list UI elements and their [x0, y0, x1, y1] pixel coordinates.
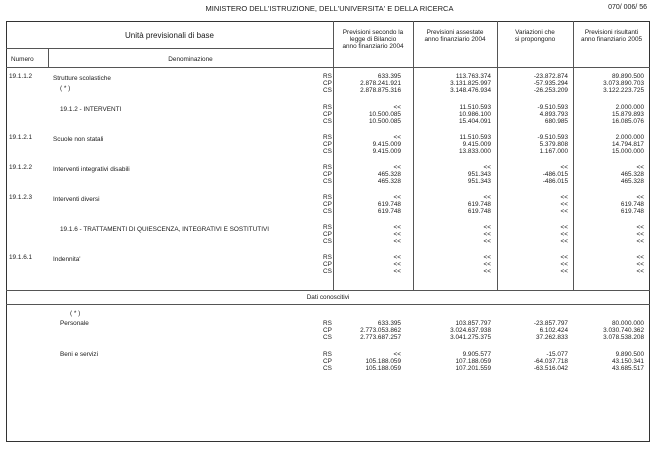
- value-cell: <<: [393, 194, 401, 201]
- value-cell: 5.379.808: [539, 141, 568, 148]
- row-type-label: CS: [323, 365, 332, 372]
- dati-conoscitivi-title: Dati conoscitivi: [306, 294, 350, 301]
- value-cell: 2.773.687.257: [360, 334, 401, 341]
- row-type-label: CS: [323, 178, 332, 185]
- row-type-label: CS: [323, 148, 332, 155]
- row-type-label: RS: [323, 73, 332, 80]
- value-cell: 89.890.500: [612, 73, 644, 80]
- value-cell: <<: [636, 164, 644, 171]
- value-cell: 3.122.223.725: [603, 87, 644, 94]
- value-cell: 15.000.000: [612, 148, 644, 155]
- value-cell: <<: [636, 254, 644, 261]
- value-cell: 4.893.793: [539, 111, 568, 118]
- row-label: 19.1.2 - INTERVENTI: [60, 106, 122, 113]
- value-cell: -26.253.209: [533, 87, 568, 94]
- row-code: 19.1.2.1: [9, 134, 33, 141]
- value-cell: 107.188.059: [455, 358, 491, 365]
- value-cell: 2.000.000: [615, 104, 644, 111]
- value-cell: -15.077: [546, 351, 568, 358]
- dati-label: Personale: [60, 320, 89, 327]
- value-cell: 9.890.500: [615, 351, 644, 358]
- row-type-label: RS: [323, 351, 332, 358]
- value-cell: 3.078.538.208: [603, 334, 644, 341]
- value-cell: 619.748: [467, 201, 491, 208]
- value-cell: -63.516.042: [533, 365, 568, 372]
- row-type-label: CP: [323, 171, 332, 178]
- value-cell: -23.872.874: [533, 73, 568, 80]
- value-cell: <<: [393, 351, 401, 358]
- value-cell: 3.073.890.703: [603, 80, 644, 87]
- value-cell: <<: [393, 134, 401, 141]
- value-cell: <<: [483, 268, 491, 275]
- dati-note: ( * ): [70, 310, 81, 317]
- value-cell: 3.148.476.934: [450, 87, 491, 94]
- table-divider: [6, 67, 650, 68]
- value-cell: <<: [636, 238, 644, 245]
- row-type-label: RS: [323, 224, 332, 231]
- value-cell: <<: [560, 194, 568, 201]
- value-cell: 10.500.085: [369, 118, 401, 125]
- value-cell: 10.500.085: [369, 111, 401, 118]
- numero-header: Numero: [11, 56, 34, 63]
- row-label: Indennita': [53, 256, 81, 263]
- row-type-label: RS: [323, 104, 332, 111]
- value-cell: 105.188.059: [365, 365, 401, 372]
- value-cell: 103.857.797: [455, 320, 491, 327]
- value-cell: <<: [393, 224, 401, 231]
- value-cell: 37.262.833: [536, 334, 568, 341]
- row-type-label: CS: [323, 334, 332, 341]
- value-cell: <<: [560, 238, 568, 245]
- value-cell: <<: [483, 194, 491, 201]
- table-divider: [413, 21, 414, 290]
- value-cell: 9.415.009: [372, 141, 401, 148]
- value-cell: 465.328: [377, 171, 401, 178]
- value-cell: 619.748: [620, 208, 644, 215]
- value-cell: 465.328: [620, 178, 644, 185]
- value-cell: 633.395: [377, 320, 401, 327]
- value-cell: 619.748: [377, 208, 401, 215]
- row-label: Scuole non statali: [53, 136, 104, 143]
- value-cell: 3.030.740.362: [603, 327, 644, 334]
- value-cell: <<: [393, 261, 401, 268]
- row-type-label: RS: [323, 134, 332, 141]
- value-cell: <<: [636, 194, 644, 201]
- value-cell: <<: [560, 231, 568, 238]
- value-cell: -23.857.797: [533, 320, 568, 327]
- value-cell: -9.510.593: [537, 104, 568, 111]
- value-cell: <<: [636, 231, 644, 238]
- value-cell: <<: [393, 104, 401, 111]
- value-cell: 11.510.593: [459, 134, 491, 141]
- row-code: 19.1.2.2: [9, 164, 33, 171]
- value-cell: 619.748: [620, 201, 644, 208]
- value-cell: <<: [560, 208, 568, 215]
- value-cell: 1.167.000: [539, 148, 568, 155]
- value-cell: 15.879.893: [612, 111, 644, 118]
- row-type-label: CP: [323, 141, 332, 148]
- value-cell: 43.685.517: [612, 365, 644, 372]
- value-cell: 2.878.875.316: [360, 87, 401, 94]
- value-cell: <<: [483, 231, 491, 238]
- value-cell: <<: [636, 224, 644, 231]
- row-type-label: CP: [323, 80, 332, 87]
- row-type-label: CP: [323, 261, 332, 268]
- value-cell: 16.085.076: [612, 118, 644, 125]
- value-cell: 3.131.825.997: [450, 80, 491, 87]
- value-cell: <<: [393, 231, 401, 238]
- value-cell: 3.024.637.938: [450, 327, 491, 334]
- value-cell: 9.905.577: [462, 351, 491, 358]
- row-type-label: RS: [323, 194, 332, 201]
- denominazione-header: Denominazione: [168, 56, 213, 63]
- value-cell: 9.415.009: [372, 148, 401, 155]
- value-cell: <<: [483, 261, 491, 268]
- table-divider: [6, 48, 333, 49]
- value-cell: 2.878.241.921: [360, 80, 401, 87]
- value-cell: <<: [393, 164, 401, 171]
- row-type-label: CP: [323, 358, 332, 365]
- row-label: Interventi integrativi disabili: [53, 166, 130, 173]
- value-cell: 6.102.424: [539, 327, 568, 334]
- value-cell: 680.985: [544, 118, 568, 125]
- value-cell: 619.748: [377, 201, 401, 208]
- value-cell: 951.343: [467, 171, 491, 178]
- value-cell: 113.763.374: [455, 73, 491, 80]
- row-type-label: CS: [323, 208, 332, 215]
- row-type-label: RS: [323, 254, 332, 261]
- value-cell: <<: [560, 268, 568, 275]
- value-cell: -486.015: [542, 171, 568, 178]
- value-cell: 619.748: [467, 208, 491, 215]
- row-type-label: CP: [323, 201, 332, 208]
- row-type-label: CS: [323, 87, 332, 94]
- value-cell: 14.794.817: [612, 141, 644, 148]
- value-cell: -486.015: [542, 178, 568, 185]
- dati-label: Beni e servizi: [60, 351, 99, 358]
- ministry-title: MINISTERO DELL'ISTRUZIONE, DELL'UNIVERSITA' E DELLA RICERCA: [205, 4, 454, 13]
- row-type-label: CP: [323, 231, 332, 238]
- value-cell: 3.041.275.375: [450, 334, 491, 341]
- row-note: ( * ): [60, 85, 71, 92]
- row-label: 19.1.6 - TRATTAMENTI DI QUIESCENZA, INTEGRATIVI E SOSTITUTIVI: [60, 226, 270, 233]
- value-cell: 13.833.000: [459, 148, 491, 155]
- row-label: Strutture scolastiche: [53, 75, 111, 82]
- table-divider: [497, 21, 498, 290]
- value-cell: <<: [483, 238, 491, 245]
- table-divider: [333, 21, 334, 290]
- value-cell: <<: [393, 254, 401, 261]
- value-cell: <<: [560, 254, 568, 261]
- value-cell: <<: [393, 268, 401, 275]
- upb-header: Unità previsionali di base: [125, 31, 214, 40]
- value-cell: 465.328: [377, 178, 401, 185]
- value-cell: 10.986.100: [459, 111, 491, 118]
- value-cell: 15.404.091: [459, 118, 491, 125]
- value-cell: 80.000.000: [612, 320, 644, 327]
- value-cell: <<: [636, 261, 644, 268]
- row-type-label: CP: [323, 327, 332, 334]
- value-cell: <<: [560, 224, 568, 231]
- row-type-label: CS: [323, 238, 332, 245]
- value-cell: <<: [483, 254, 491, 261]
- table-divider: [6, 304, 650, 305]
- row-code: 19.1.6.1: [9, 254, 33, 261]
- row-type-label: RS: [323, 320, 332, 327]
- value-cell: 951.343: [467, 178, 491, 185]
- value-cell: -9.510.593: [537, 134, 568, 141]
- row-type-label: CS: [323, 118, 332, 125]
- value-cell: -64.037.718: [533, 358, 568, 365]
- table-divider: [6, 290, 650, 291]
- value-cell: 105.188.059: [365, 358, 401, 365]
- value-cell: <<: [560, 164, 568, 171]
- value-cell: <<: [393, 238, 401, 245]
- value-cell: <<: [483, 224, 491, 231]
- value-cell: <<: [483, 164, 491, 171]
- value-cell: <<: [636, 268, 644, 275]
- page-code: 070/ 006/ 56: [608, 4, 647, 11]
- value-cell: 465.328: [620, 171, 644, 178]
- value-cell: <<: [560, 261, 568, 268]
- row-code: 19.1.2.3: [9, 194, 33, 201]
- value-cell: 11.510.593: [459, 104, 491, 111]
- value-cell: 107.201.559: [455, 365, 491, 372]
- row-label: Interventi diversi: [53, 196, 100, 203]
- value-cell: <<: [560, 201, 568, 208]
- row-type-label: CP: [323, 111, 332, 118]
- value-cell: 9.415.009: [462, 141, 491, 148]
- value-cell: 43.150.341: [612, 358, 644, 365]
- row-type-label: CS: [323, 268, 332, 275]
- value-cell: -57.935.294: [533, 80, 568, 87]
- value-cell: 2.000.000: [615, 134, 644, 141]
- value-cell: 2.773.053.862: [360, 327, 401, 334]
- value-cell: 633.395: [377, 73, 401, 80]
- row-code: 19.1.1.2: [9, 73, 33, 80]
- table-divider: [573, 21, 574, 290]
- row-type-label: RS: [323, 164, 332, 171]
